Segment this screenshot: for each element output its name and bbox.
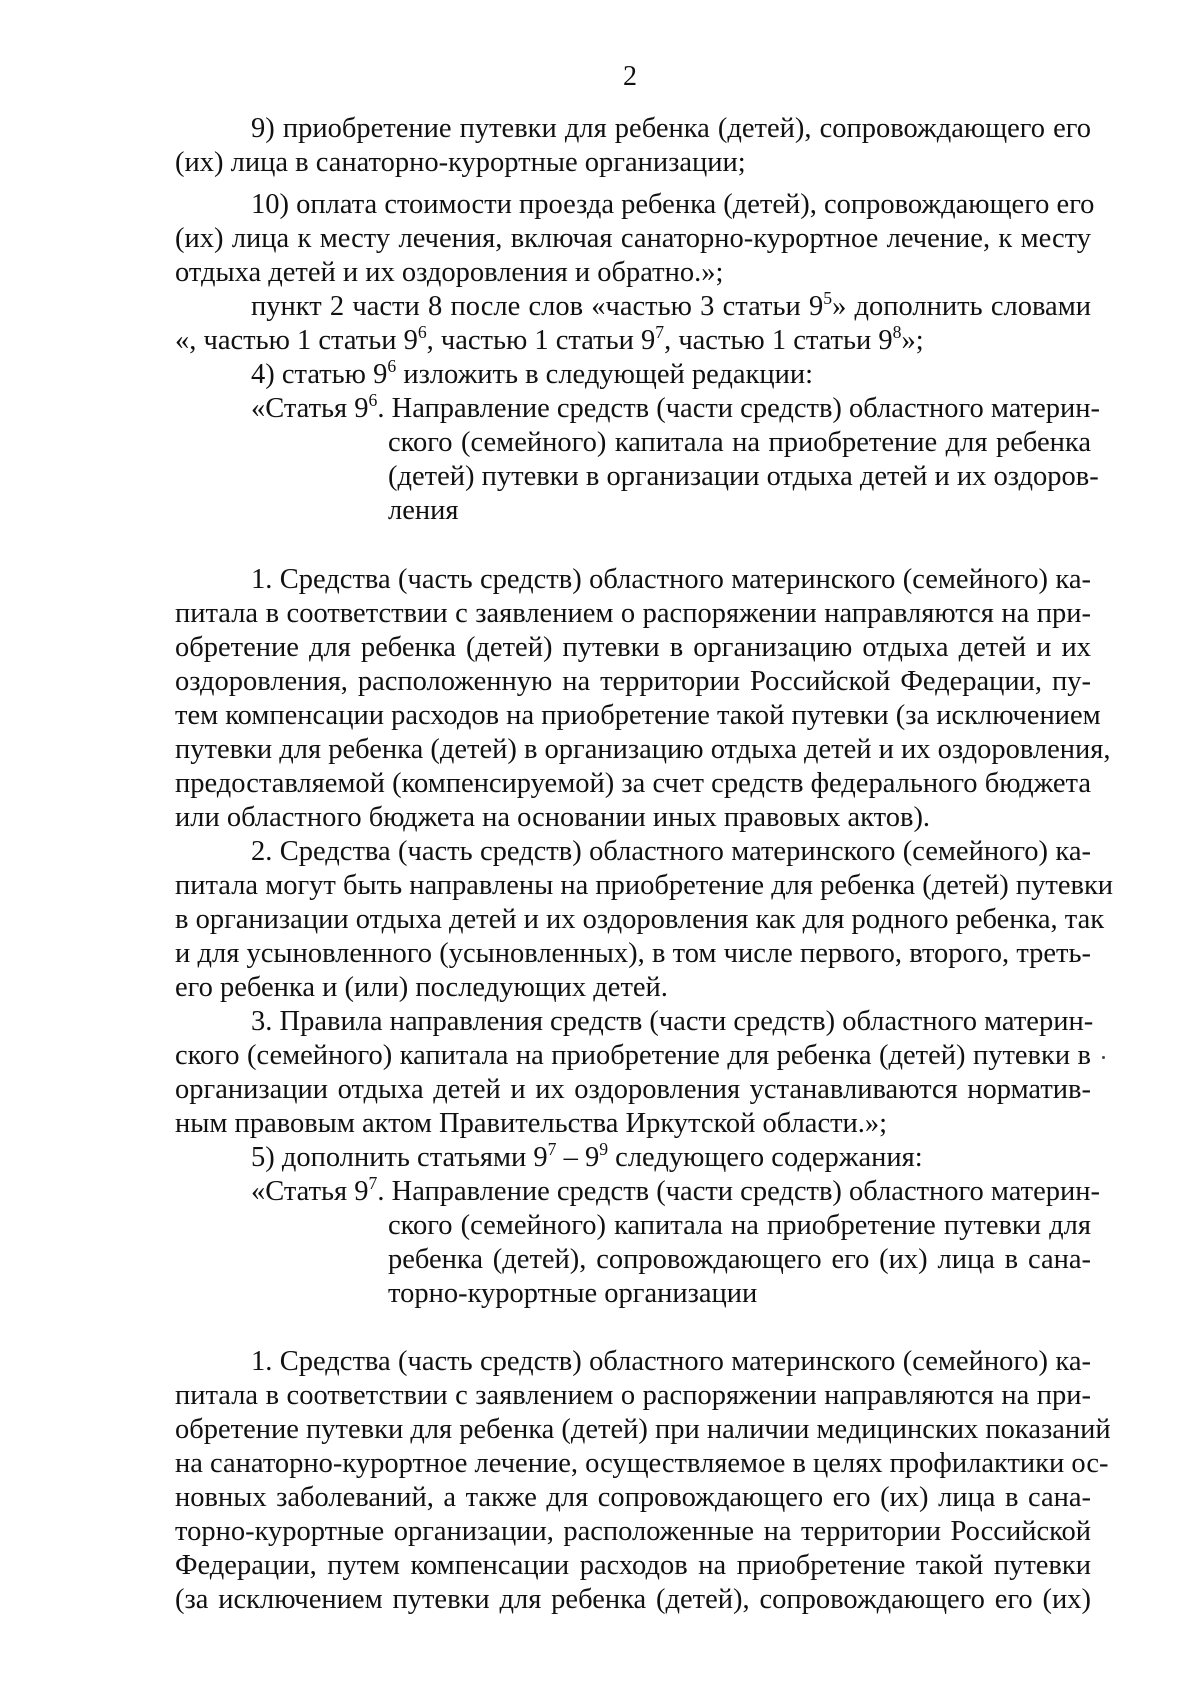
text-line xyxy=(175,1515,1091,1549)
text-run: «, частью 1 статьи 9 xyxy=(175,325,418,356)
text-line xyxy=(175,699,1101,733)
scan-speck xyxy=(1102,1056,1105,1059)
text-run: путевки для ребенка (детей) в организацию отдыха детей и их оздоровления, xyxy=(175,734,1111,765)
superscript: 5 xyxy=(823,288,833,309)
text-run: 1. Средства (часть средств) областного материнского (семейного) ка- xyxy=(251,1346,1091,1377)
text-line xyxy=(251,390,1101,426)
page-number: 2 xyxy=(623,61,637,92)
text-line xyxy=(175,324,1091,358)
text-line xyxy=(175,1039,1091,1073)
text-line xyxy=(388,1277,1091,1311)
text-line xyxy=(175,146,1091,180)
text-run: торно-курортные организации, расположенные на территории Российской xyxy=(175,1516,1091,1547)
text-line xyxy=(388,494,1091,528)
text-run: «Статья 9 xyxy=(251,393,369,424)
text-line xyxy=(251,1173,1101,1209)
text-run: 10) оплата стоимости проезда ребенка (детей), сопровождающего его xyxy=(251,189,1095,220)
text-run: отдыха детей и их оздоровления и обратно.»; xyxy=(175,257,724,288)
text-line xyxy=(175,222,1091,256)
text-line xyxy=(175,256,1091,290)
superscript: 6 xyxy=(387,356,397,377)
text-line xyxy=(175,1073,1091,1107)
text-line xyxy=(388,1243,1091,1277)
text-run: в организации отдыха детей и их оздоровления как для родного ребенка, так xyxy=(175,904,1105,935)
superscript: 8 xyxy=(892,322,902,343)
text-run: (их) лица к месту лечения, включая санаторно-курортное лечение, к месту xyxy=(175,223,1091,254)
text-line xyxy=(175,767,1091,801)
text-line xyxy=(388,426,1091,460)
text-run: 1. Средства (часть средств) областного материнского (семейного) ка- xyxy=(251,564,1091,595)
text-line xyxy=(251,188,1095,222)
superscript: 6 xyxy=(368,390,378,411)
text-run: тем компенсации расходов на приобретение такой путевки (за исключением xyxy=(175,700,1101,731)
text-run: Федерации, путем компенсации расходов на приобретение такой путевки xyxy=(175,1550,1091,1581)
text-run: питала в соответствии с заявлением о распоряжении направляются на при- xyxy=(175,598,1091,629)
text-run: , частью 1 статьи 9 xyxy=(664,325,893,356)
text-run: ным правовым актом Правительства Иркутской области.»; xyxy=(175,1108,888,1139)
text-run: ского (семейного) капитала на приобретение для ребенка xyxy=(388,427,1091,458)
text-run: «Статья 9 xyxy=(251,1176,369,1207)
text-line xyxy=(175,1549,1091,1583)
text-line xyxy=(175,1413,1111,1447)
text-run: 4) статью 9 xyxy=(251,359,388,390)
text-run: следующего содержания: xyxy=(608,1142,923,1173)
text-run: 5) дополнить статьями 9 xyxy=(251,1142,548,1173)
text-run: новных заболеваний, а также для сопровождающего его (их) лица в сана- xyxy=(175,1482,1091,1513)
text-run: организации отдыха детей и их оздоровления устанавливаются норматив- xyxy=(175,1074,1091,1105)
text-run: на санаторно-курортное лечение, осуществляемое в целях профилактики ос- xyxy=(175,1448,1109,1479)
text-line xyxy=(175,937,1091,971)
text-line xyxy=(251,1141,1091,1175)
text-run: »; xyxy=(901,325,924,356)
text-run: . Направление средств (части средств) областного материн- xyxy=(377,393,1101,424)
superscript: 7 xyxy=(368,1173,378,1194)
text-line xyxy=(175,631,1091,665)
text-run: – 9 xyxy=(556,1142,600,1173)
text-run: пункт 2 части 8 после слов «частью 3 статьи 9 xyxy=(251,291,824,322)
text-run: ского (семейного) капитала на приобретение для ребенка (детей) путевки в xyxy=(175,1040,1091,1071)
text-run: обретение для ребенка (детей) путевки в организацию отдыха детей и их xyxy=(175,632,1091,663)
text-line xyxy=(175,1447,1109,1481)
text-run: питала могут быть направлены на приобретение для ребенка (детей) путевки xyxy=(175,870,1114,901)
text-line xyxy=(175,1481,1091,1515)
text-run: или областного бюджета на основании иных правовых актов). xyxy=(175,802,931,833)
text-line xyxy=(175,903,1105,937)
text-line xyxy=(175,733,1111,767)
text-line xyxy=(251,1345,1091,1379)
text-run: 3. Правила направления средств (части средств) областного материн- xyxy=(251,1006,1094,1037)
text-run: предоставляемой (компенсируемой) за счет средств федерального бюджета xyxy=(175,768,1091,799)
superscript: 7 xyxy=(655,322,665,343)
text-run: ского (семейного) капитала на приобретение путевки для xyxy=(388,1210,1091,1241)
text-run: и для усыновленного (усыновленных), в том числе первого, второго, треть- xyxy=(175,938,1091,969)
text-run: обретение путевки для ребенка (детей) при наличии медицинских показаний xyxy=(175,1414,1111,1445)
text-line xyxy=(175,665,1091,699)
text-line xyxy=(251,358,1091,392)
text-line xyxy=(251,835,1091,869)
superscript: 6 xyxy=(417,322,427,343)
text-run: , частью 1 статьи 9 xyxy=(426,325,656,356)
text-line xyxy=(388,460,1099,494)
text-line xyxy=(251,563,1091,597)
text-run: оздоровления, расположенную на территории Российской Федерации, пу- xyxy=(175,666,1091,697)
text-run: (детей) путевки в организации отдыха детей и их оздоров- xyxy=(388,461,1099,492)
text-run: (за исключением путевки для ребенка (детей), сопровождающего его (их) xyxy=(175,1584,1091,1615)
text-line xyxy=(175,971,1091,1005)
text-run: ления xyxy=(388,495,459,526)
text-line xyxy=(175,1107,1091,1141)
text-run: (их) лица в санаторно-курортные организации; xyxy=(175,147,746,178)
text-line xyxy=(175,597,1091,631)
superscript: 9 xyxy=(599,1139,609,1160)
text-line xyxy=(251,1005,1094,1039)
text-run: торно-курортные организации xyxy=(388,1278,758,1309)
text-run: его ребенка и (или) последующих детей. xyxy=(175,972,668,1003)
text-run: ребенка (детей), сопровождающего его (их) лица в сана- xyxy=(388,1244,1091,1275)
text-line xyxy=(175,801,1091,835)
text-line xyxy=(175,1583,1091,1617)
text-line xyxy=(175,869,1114,903)
text-line xyxy=(251,112,1091,146)
text-run: . Направление средств (части средств) областного материн- xyxy=(377,1176,1101,1207)
text-run: 2. Средства (часть средств) областного материнского (семейного) ка- xyxy=(251,836,1091,867)
text-line xyxy=(388,1209,1091,1243)
text-run: 9) приобретение путевки для ребенка (детей), сопровождающего его xyxy=(251,113,1091,144)
text-run: питала в соответствии с заявлением о распоряжении направляются на при- xyxy=(175,1380,1091,1411)
text-line xyxy=(251,290,1091,324)
superscript: 7 xyxy=(547,1139,557,1160)
text-run: » дополнить словами xyxy=(832,291,1091,322)
text-run: изложить в следующей редакции: xyxy=(396,359,814,390)
text-line xyxy=(175,1379,1091,1413)
